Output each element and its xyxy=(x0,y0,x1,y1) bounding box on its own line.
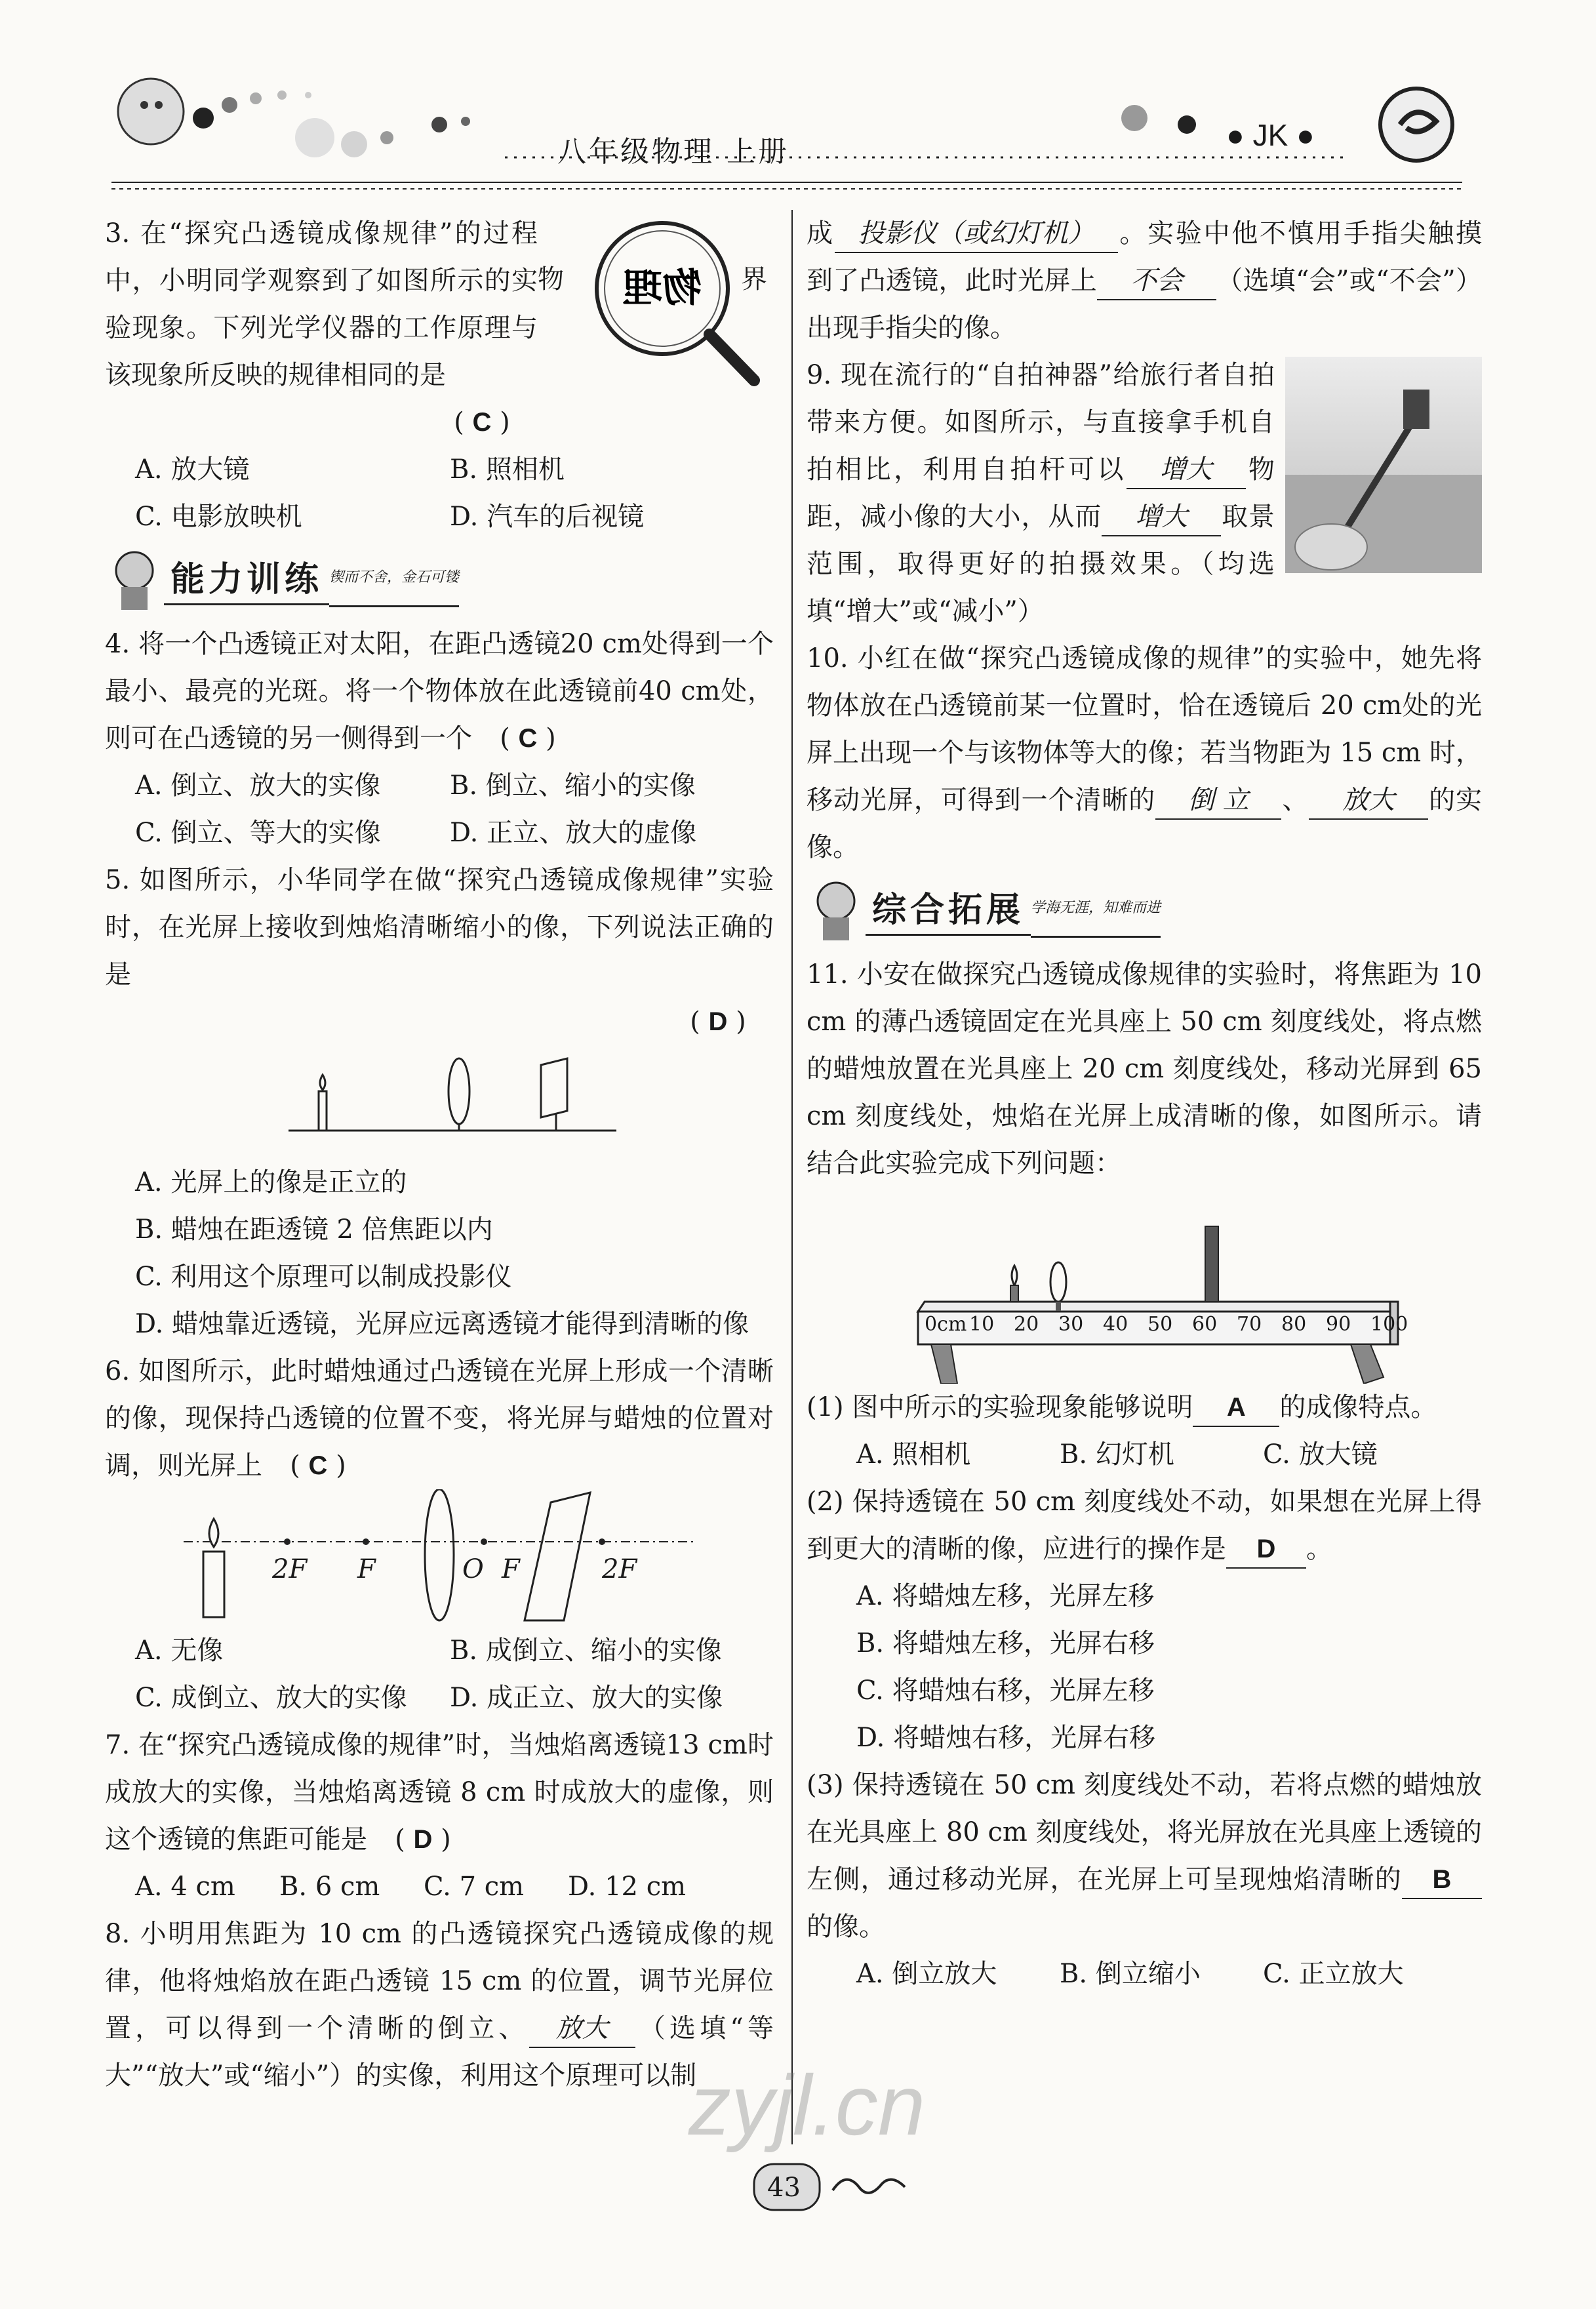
lens-icon xyxy=(425,1489,454,1620)
answer: C xyxy=(518,724,538,753)
watermark: zyjl.cn xyxy=(688,2057,926,2153)
answer: C xyxy=(472,408,492,437)
answer-blank-1: 倒 立 xyxy=(1155,782,1281,820)
option-c: C. 正立放大 xyxy=(1263,1959,1404,1989)
option-c: C. 放大镜 xyxy=(1263,1439,1378,1470)
option-c: C. 利用这个原理可以制成投影仪 xyxy=(135,1262,512,1292)
right-column xyxy=(807,210,1482,1998)
question-text: 6. 如图所示，此时蜡烛通过凸透镜在光屏上形成一个清晰的像，现保持凸透镜的位置不变，将光屏与蜡烛的位置对调，则光屏上 xyxy=(105,1356,774,1481)
answer-blank-2: 增大 xyxy=(1102,498,1221,536)
answer: D xyxy=(413,1825,433,1854)
screen-icon xyxy=(1205,1226,1218,1302)
screen-icon xyxy=(525,1493,590,1620)
ruler-tick-label: 40 xyxy=(1103,1313,1128,1336)
section-title: 能力训练 xyxy=(164,556,329,605)
text: 物距，减小像的大小，从而 xyxy=(807,454,1275,532)
question-text-cont: （选填“等大”“放大”或“缩小”）的实像，利用这个原理可以制 xyxy=(105,2013,774,2091)
question-text: 3. 在“探究凸透镜成像规律”的过程中，小明同学观察到了如图所示的实验现象。下列光学仪器的工作原理与该现象所反映的规律相同的是 xyxy=(105,218,538,390)
option-a: A. 4 cm xyxy=(135,1872,235,1902)
left-column xyxy=(105,210,774,2099)
option-c: C. 将蜡烛右移，光屏左移 xyxy=(856,1676,1155,1706)
phone-icon xyxy=(1403,390,1429,429)
optical-bench-figure xyxy=(807,1187,1482,1384)
text: （选填“会”或“不会”）出现手指尖的像。 xyxy=(807,266,1483,343)
text: 的像。 xyxy=(807,1912,885,1942)
question-9 xyxy=(807,351,1482,635)
candle-icon xyxy=(203,1552,224,1617)
question-8 xyxy=(105,1910,774,2099)
answer-blank: B xyxy=(1402,1861,1482,1899)
answer-blank-2: 放大 xyxy=(1309,782,1428,820)
screen-icon xyxy=(541,1058,567,1117)
option-c: C. 成倒立、放大的实像 xyxy=(135,1683,407,1713)
question-text: 4. 将一个凸透镜正对太阳，在距凸透镜20 cm处得到一个最小、最亮的光斑。将一个物体放在此透镜前40 cm处，则可在凸透镜的另一侧得到一个 xyxy=(105,629,774,753)
ruler-tick-label: 100 xyxy=(1370,1313,1408,1336)
answer-blank-3: 不会 xyxy=(1097,262,1216,300)
question-11-part-3 xyxy=(807,1761,1482,1998)
question-text: 8. 小明用焦距为 10 cm 的凸透镜探究凸透镜成像的规律，他将烛焰放在距凸透镜 15 cm 的位置，调节光屏位置，可以得到一个清晰的倒立、 xyxy=(105,1919,774,2043)
magnifier-figure xyxy=(538,210,774,400)
text: 成 xyxy=(807,218,835,249)
question-11-part-2 xyxy=(807,1478,1482,1761)
option-a: A. 照相机 xyxy=(856,1439,971,1470)
option-b: B. 幻灯机 xyxy=(1060,1439,1174,1470)
question-text: 10. 小红在做“探究凸透镜成像的规律”的实验中，她先将物体放在凸透镜前某一位置时，恰在透镜后 20 cm处的光屏上出现一个与该物体等大的像；若当物距为 15 cm 时，移动光屏，可得到一个清晰的 xyxy=(807,643,1482,815)
book-title: 八年级物理 上册 xyxy=(557,135,789,169)
label-o: O xyxy=(462,1554,484,1584)
label-2f-left: 2F xyxy=(272,1554,308,1584)
section-ability-training xyxy=(105,544,774,616)
student-kid-icon xyxy=(807,878,866,944)
answer: D xyxy=(708,1007,728,1036)
section-comprehensive-extension xyxy=(807,875,1482,947)
text: 。实验中他不慎用手指尖触摸到了凸透镜，此时光屏上 xyxy=(807,218,1483,296)
option-b: B. 倒立、缩小的实像 xyxy=(450,771,696,801)
question-11 xyxy=(807,951,1482,1998)
section-title: 综合拓展 xyxy=(866,887,1031,936)
lens-icon xyxy=(449,1058,469,1124)
ruler-tick-label: 90 xyxy=(1326,1313,1351,1336)
candle-icon xyxy=(319,1091,327,1131)
text: 的成像特点。 xyxy=(1279,1392,1437,1422)
runner-kid-icon xyxy=(118,79,184,144)
header xyxy=(98,66,1475,197)
candle-lens-screen-figure xyxy=(105,1045,774,1144)
answer: C xyxy=(308,1451,328,1480)
page-number: 43 xyxy=(767,2173,801,2203)
optical-axis-figure xyxy=(105,1489,774,1627)
question-text: 9. 现在流行的“自拍神器”给旅行者自拍带来方便。如图所示，与直接拿手机自拍相比，利用自拍杆可以 xyxy=(807,360,1275,485)
fig-label-right: 界 xyxy=(741,264,767,294)
text: (3) 保持透镜在 50 cm 刻度线处不动，若将点燃的蜡烛放在光具座上 80 cm 刻度线处，将光屏放在光具座上透镜的左侧，通过移动光屏，在光屏上可呈现烛焰清晰的 xyxy=(807,1770,1482,1895)
label-2f-right: 2F xyxy=(602,1554,637,1584)
answer-blank-1: 增大 xyxy=(1127,451,1246,489)
swirl-ornament-icon xyxy=(833,2180,905,2193)
option-b: B. 照相机 xyxy=(450,454,565,485)
ruler-tick-label: 30 xyxy=(1058,1313,1084,1336)
option-a: A. 将蜡烛左移，光屏左移 xyxy=(856,1581,1155,1611)
label-f-right: F xyxy=(502,1554,520,1584)
ruler-tick-label: 80 xyxy=(1281,1313,1307,1336)
question-4: 4. 将一个凸透镜正对太阳，在距凸透镜20 cm处得到一个最小、最亮的光斑。将一个物体放在此透镜前40 cm处，则可在凸透镜的另一侧得到一个 ( C ) A. 倒立、放大的实像 B. 倒立、缩小的实像 C. 倒立、等大的实像 D. 正立、放大的虚像 xyxy=(105,620,774,856)
option-b: B. 成倒立、缩小的实像 xyxy=(450,1636,722,1666)
lens-icon xyxy=(1050,1262,1066,1302)
option-c: C. 7 cm xyxy=(424,1872,525,1902)
edition-badge: ● JK ● xyxy=(1226,118,1315,152)
question-8-continued xyxy=(807,210,1482,351)
column-divider xyxy=(791,210,793,2144)
question-text: 7. 在“探究凸透镜成像的规律”时，当烛焰离透镜13 cm时成放大的实像，当烛焰离透镜 8 cm 时成放大的虚像，则这个透镜的焦距可能是 xyxy=(105,1730,774,1855)
option-b: B. 将蜡烛左移，光屏右移 xyxy=(856,1628,1155,1658)
question-text: 5. 如图所示，小华同学在做“探究凸透镜成像规律”实验时，在光屏上接收到烛焰清晰缩小的像，下列说法正确的是 xyxy=(105,865,774,990)
option-b: B. 倒立缩小 xyxy=(1060,1959,1201,1989)
ruler-tick-label: 0cm xyxy=(925,1313,967,1336)
section-subtitle: 锲而不舍，金石可镂 xyxy=(329,554,459,607)
option-d: D. 将蜡烛右移，光屏右移 xyxy=(856,1723,1156,1753)
question-10 xyxy=(807,635,1482,871)
option-d: D. 正立、放大的虚像 xyxy=(450,818,697,848)
footer xyxy=(748,2158,918,2217)
fig-label-left: 物 xyxy=(538,264,564,294)
ruler-tick-label: 10 xyxy=(969,1313,995,1336)
ruler-tick-label: 60 xyxy=(1192,1313,1218,1336)
option-a: A. 光屏上的像是正立的 xyxy=(135,1167,407,1197)
option-a: A. 放大镜 xyxy=(135,454,250,485)
option-b: B. 6 cm xyxy=(279,1872,380,1902)
option-a: A. 倒立放大 xyxy=(856,1959,997,1989)
text: 、 xyxy=(1281,785,1309,815)
section-subtitle: 学海无涯，知难而进 xyxy=(1031,885,1161,938)
question-text: 11. 小安在做探究凸透镜成像规律的实验时，将焦距为 10 cm 的薄凸透镜固定在光具座上 50 cm 刻度线处，将点燃的蜡烛放置在光具座上 20 cm 刻度线处，移动光屏到 65 cm 刻度线处，烛焰在光屏上成清晰的像，如图所示。请结合此实验完成下列问题： xyxy=(807,959,1482,1178)
answer-blank-2: 投影仪（或幻灯机） xyxy=(835,215,1118,253)
question-7: 7. 在“探究凸透镜成像的规律”时，当烛焰离透镜13 cm时成放大的实像，当烛焰离透镜 8 cm 时成放大的虚像，则这个透镜的焦距可能是 ( D ) A. 4 cm B. 6 cm C. 7 cm D. 12 cm xyxy=(105,1721,774,1910)
svg-text:物理: 物理 xyxy=(623,266,702,311)
text: (2) 保持透镜在 50 cm 刻度线处不动，如果想在光屏上得到更大的清晰的像，应进行的操作是 xyxy=(807,1487,1482,1564)
option-d: D. 蜡烛靠近透镜，光屏应远离透镜才能得到清晰的像 xyxy=(135,1309,749,1339)
option-c: C. 电影放映机 xyxy=(135,502,302,532)
option-a: A. 倒立、放大的实像 xyxy=(135,771,381,801)
option-b: B. 蜡烛在距透镜 2 倍焦距以内 xyxy=(135,1215,493,1245)
question-6: 6. 如图所示，此时蜡烛通过凸透镜在光屏上形成一个清晰的像，现保持凸透镜的位置不变，将光屏与蜡烛的位置对调，则光屏上 ( C ) 2F F O F 2F A. 无像 B. 成倒立、缩小的实像 C. 成倒立、放大的实像 D. 成正立、放大的实像 xyxy=(105,1348,774,1721)
selfie-stick-photo xyxy=(1285,357,1482,573)
student-kid-icon xyxy=(105,548,164,613)
option-c: C. 倒立、等大的实像 xyxy=(135,818,381,848)
text: (1) 图中所示的实验现象能够说明 xyxy=(807,1392,1193,1422)
option-d: D. 成正立、放大的实像 xyxy=(450,1683,723,1713)
label-f-left: F xyxy=(357,1554,376,1584)
ruler-tick-label: 70 xyxy=(1237,1313,1262,1336)
answer-blank-1: 放大 xyxy=(529,2010,635,2048)
answer-blank: D xyxy=(1226,1531,1306,1569)
question-11-part-1 xyxy=(807,1384,1482,1478)
question-5: 5. 如图所示，小华同学在做“探究凸透镜成像规律”实验时，在光屏上接收到烛焰清晰缩小的像，下列说法正确的是 ( D ) A. 光屏上的像是正立的 B. 蜡烛在距透镜 2 倍焦距以内 C. 利用这个原理可以制成投影仪 D. 蜡烛靠近透镜，光屏应远离透镜才能得到清晰的像 xyxy=(105,856,774,1348)
ruler-tick-label: 20 xyxy=(1014,1313,1039,1336)
text: 。 xyxy=(1306,1534,1332,1564)
option-d: D. 汽车的后视镜 xyxy=(450,502,645,532)
ruler-tick-label: 50 xyxy=(1147,1313,1173,1336)
text: 取景范围，取得更好的拍摄效果。（均选填“增大”或“减小”） xyxy=(807,502,1275,626)
swirl-logo-icon xyxy=(1380,89,1452,161)
option-a: A. 无像 xyxy=(135,1636,224,1666)
question-3: 物理 物 界 3. 在“探究凸透镜成像规律”的过程中，小明同学观察到了如图所示的实验现象。下列光学仪器的工作原理与该现象所反映的规律相同的是 ( C ) A. 放大镜 B. 照相机 C. 电影放映机 D. 汽车的后视镜 xyxy=(105,210,774,540)
option-d: D. 12 cm xyxy=(568,1872,687,1902)
text: 的实像。 xyxy=(807,785,1483,862)
answer-blank: A xyxy=(1193,1389,1279,1427)
